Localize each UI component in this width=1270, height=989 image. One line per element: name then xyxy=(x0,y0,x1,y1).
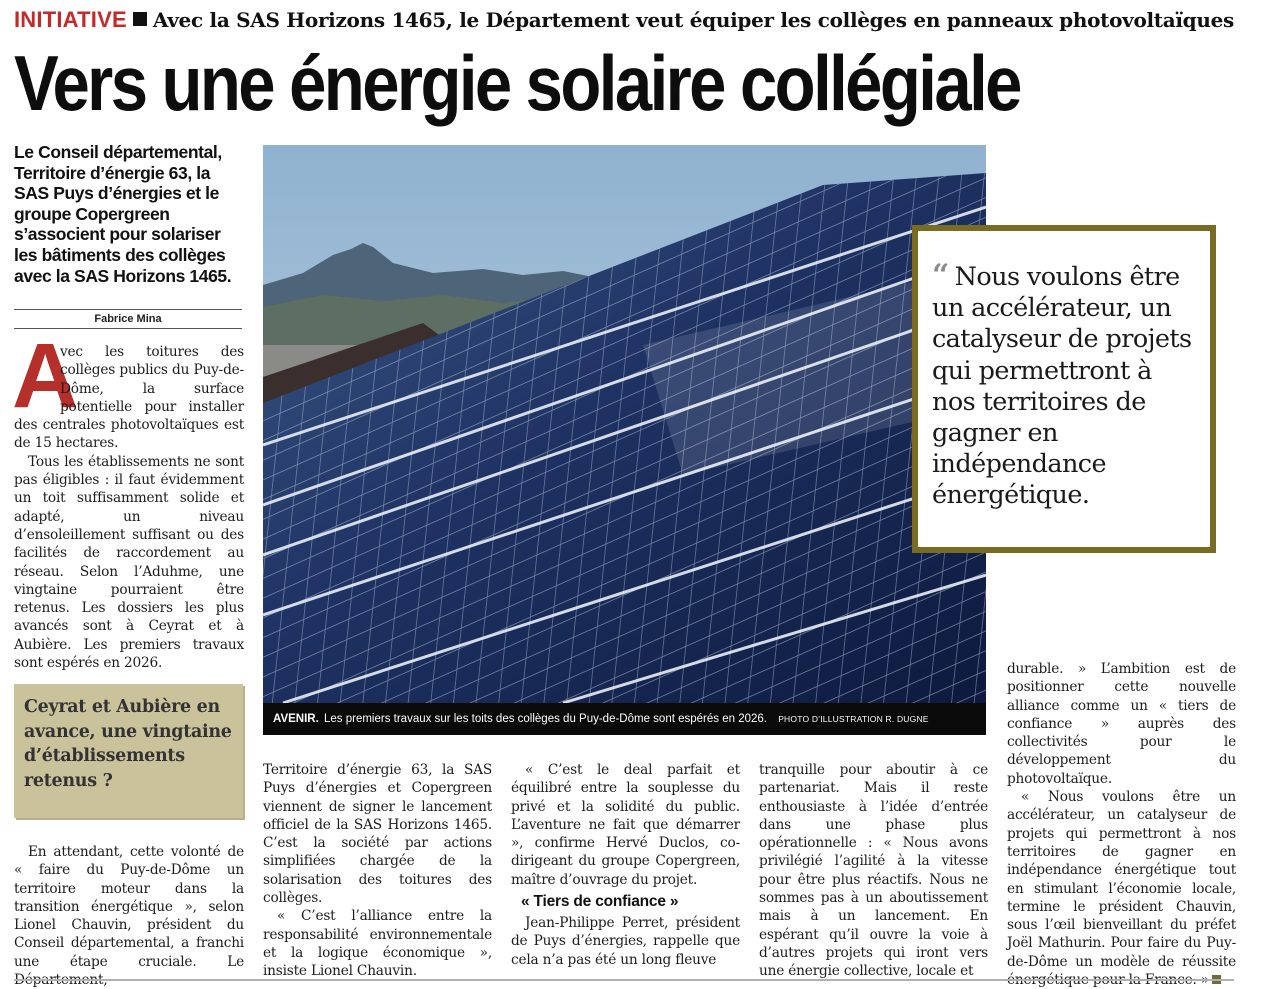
column-5-paragraph-2 xyxy=(1007,788,1236,989)
pull-quote-text: Nous voulons être un accélérateur, un catalyseur de projets qui permettront à nos territoires de gagner en indépendance énergétique. xyxy=(932,262,1192,511)
column-2 xyxy=(263,761,492,981)
column-2-paragraph-1: Territoire d’énergie 63, la SAS Puys d’énergies et Copergreen viennent de signer le lancement officiel de la SAS Horizons 1465. C’est la société par actions simplifiées chargée de la solarisation des toitures des collèges. xyxy=(263,762,492,907)
column-4 xyxy=(759,761,988,981)
column-4-paragraph-1: tranquille pour aboutir à ce partenariat. Mais il reste enthousiaste à l’idée d’entrée dans une phase plus opérationnelle : « Nous avons privilégié l’agilité à la vitesse pour être plus réactifs. Nous ne sommes pas à un aboutissement mais à un lancement. En espérant qu’il ouvre la voie à d’autres projets qui iront vers une énergie collective, locale et xyxy=(759,762,988,980)
photo-credit: PHOTO D’ILLUSTRATION R. DUGNE xyxy=(778,714,929,724)
intro-paragraph-2: Tous les établissements ne sont pas éligibles : il faut évidemment un toit suffisamment solide et adapté, un niveau d’ensoleillement suffisant ou des facilités de raccordement au réseau. Selon l’Aduhme, une vingtaine pourraient être retenus. Les dossiers les plus avancés sont à Ceyrat et à Aubière. Les premiers travaux sont espérés en 2026. xyxy=(14,453,244,672)
kicker xyxy=(14,6,1264,34)
byline-rule-top xyxy=(14,309,242,310)
solar-panels-photo xyxy=(263,145,986,703)
headline: Vers une énergie solaire collégiale xyxy=(14,39,1020,127)
column-2-paragraph-2: « C’est l’alliance entre la responsabilité environnementale et la logique économique », insiste Lionel Chauvin. xyxy=(263,908,492,980)
sidebar-text: Ceyrat et Aubière en avance, une vingtaine d’établissements retenus ? xyxy=(24,697,232,791)
column-3-paragraph-1: « C’est le deal parfait et équilibré entre la souplesse du privé et la solidité du public. L’aventure ne fait que démarrer », confirme Hervé Duclos, co-dirigeant du groupe Copergreen, maître d’ouvrage du projet. xyxy=(511,762,740,888)
column-5-paragraph-1: durable. » L’ambition est de positionner cette nouvelle alliance comme un « tiers de confiance » auprès des collectivités pour le développement du photovoltaïque. xyxy=(1007,661,1236,787)
byline: Fabrice Mina xyxy=(94,313,162,325)
subheading-tiers-de-confiance: « Tiers de confiance » xyxy=(521,893,679,911)
kicker-text: Avec la SAS Horizons 1465, le Département veut équiper les collèges en panneaux photovoltaïques xyxy=(152,8,1234,32)
intro-paragraph-1 xyxy=(14,343,244,453)
kicker-tag: INITIATIVE xyxy=(14,7,127,32)
column-1-bottom-paragraph: En attendant, cette volonté de « faire du Puy-de-Dôme un territoire moteur dans la transition énergétique », selon Lionel Chauvin, président du Conseil départemental, a franchi une étape cruciale. Le Département, xyxy=(14,844,244,989)
pull-quote xyxy=(932,260,1202,512)
intro-paragraph-1-text: vec les toitures des collèges publics du Puy-de-Dôme, la surface potentielle pour installer des centrales photovoltaïques est de 15 hectares. xyxy=(14,344,244,452)
photo-caption xyxy=(263,703,986,735)
column-1-bottom xyxy=(14,843,244,989)
drop-cap: A xyxy=(12,325,79,427)
column-3 xyxy=(511,761,740,969)
bottom-rule xyxy=(14,979,1234,981)
column-5-paragraph-2-text: « Nous voulons être un accélérateur, un catalyseur de projets qui permettront à nos territoires de gagner en indépendance énergétique tout en stimulant l’économie locale, termine le président Chauvin, sous l’œil bienveillant du préfet Joël Mathurin. Pour faire du Puy-de-Dôme un modèle de réussite énergétique pour la France. » xyxy=(1007,789,1236,989)
drop-cap-spacer xyxy=(14,343,60,413)
lede: Le Conseil départemental, Territoire d’énergie 63, la SAS Puys d’énergies et le groupe Copergreen s’associent pour solariser les bâtiments des collèges avec la SAS Horizons 1465. xyxy=(14,142,232,286)
intro-column xyxy=(14,343,244,672)
kicker-square-icon xyxy=(133,12,147,26)
caption-label: AVENIR. xyxy=(273,713,319,725)
photo-illustration xyxy=(263,145,986,703)
caption-text: Les premiers travaux sur les toits des collèges du Puy-de-Dôme sont espérés en 2026. xyxy=(324,713,767,725)
quote-mark-icon: “ xyxy=(932,258,949,293)
column-3-paragraph-2: Jean-Philippe Perret, président de Puys d’énergies, rappelle que cela n’a pas été un long fleuve xyxy=(511,915,740,968)
column-5 xyxy=(1007,660,1236,989)
